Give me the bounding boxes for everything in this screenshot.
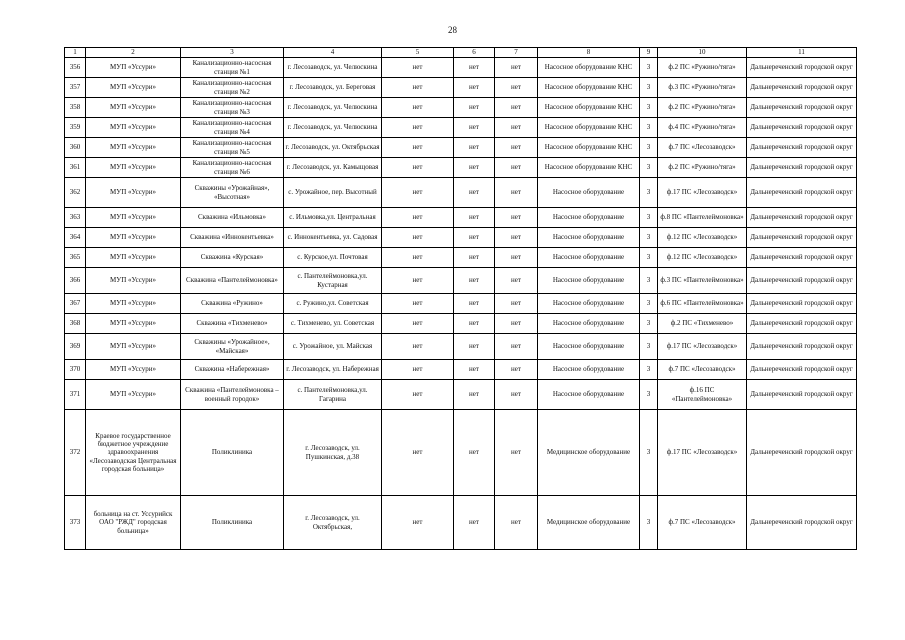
object-name-cell: Скважина «Пантелеймоновка» [181,268,284,294]
organization-cell: МУП «Уссури» [86,78,181,98]
col-7-value-cell: нет [495,178,538,208]
row-number-cell: 368 [65,314,86,334]
table-row [65,496,857,550]
organization-cell: МУП «Уссури» [86,248,181,268]
col-7-value-cell: нет [495,58,538,78]
power-feed-cell: ф.7 ПС «Лесозаводск» [658,138,747,158]
table-row [65,268,857,294]
row-number-cell: 361 [65,158,86,178]
category-cell: 3 [640,294,658,314]
district-cell: Дальнереченский городской округ [747,314,857,334]
equipment-cell: Насосное оборудование КНС [538,78,640,98]
equipment-cell: Медицинское оборудование [538,410,640,496]
organization-cell: МУП «Уссури» [86,334,181,360]
category-cell: 3 [640,208,658,228]
table-row [65,228,857,248]
table-row [65,248,857,268]
power-feed-cell: ф.4 ПС «Ружино/тяга» [658,118,747,138]
col-5-value-cell: нет [382,248,454,268]
object-name-cell: Канализационно-насосная станция №6 [181,158,284,178]
category-cell: 3 [640,248,658,268]
power-feed-cell: ф.3 ПС «Ружино/тяга» [658,78,747,98]
equipment-cell: Насосное оборудование КНС [538,158,640,178]
col-5-value-cell: нет [382,294,454,314]
table-row [65,178,857,208]
col-header-10: 10 [658,48,747,58]
power-feed-cell: ф.7 ПС «Лесозаводск» [658,360,747,380]
col-6-value-cell: нет [454,248,495,268]
row-number-cell: 360 [65,138,86,158]
district-cell: Дальнереченский городской округ [747,138,857,158]
category-cell: 3 [640,380,658,410]
category-cell: 3 [640,138,658,158]
address-cell: с. Ружино,ул. Советская [284,294,382,314]
table-row [65,294,857,314]
row-number-cell: 359 [65,118,86,138]
col-header-2: 2 [86,48,181,58]
col-5-value-cell: нет [382,138,454,158]
district-cell: Дальнереченский городской округ [747,360,857,380]
organization-cell: МУП «Уссури» [86,268,181,294]
address-cell: г. Лесозаводск, ул. Камыщовая [284,158,382,178]
col-6-value-cell: нет [454,228,495,248]
table-row [65,78,857,98]
col-6-value-cell: нет [454,410,495,496]
object-name-cell: Скважины «Урожайная», «Высотная» [181,178,284,208]
object-name-cell: Канализационно-насосная станция №5 [181,138,284,158]
table-row [65,360,857,380]
col-5-value-cell: нет [382,78,454,98]
col-6-value-cell: нет [454,360,495,380]
address-cell: с. Пантелеймоновка,ул. Кустарная [284,268,382,294]
address-cell: г. Лесозаводск, ул. Октябрьская [284,138,382,158]
col-5-value-cell: нет [382,98,454,118]
organization-cell: МУП «Уссури» [86,314,181,334]
district-cell: Дальнереченский городской округ [747,118,857,138]
power-feed-cell: ф.17 ПС «Лесозаводск» [658,334,747,360]
col-6-value-cell: нет [454,78,495,98]
row-number-cell: 373 [65,496,86,550]
col-6-value-cell: нет [454,118,495,138]
equipment-cell: Насосное оборудование КНС [538,138,640,158]
col-6-value-cell: нет [454,380,495,410]
col-7-value-cell: нет [495,158,538,178]
table-row [65,334,857,360]
col-header-11: 11 [747,48,857,58]
equipment-cell: Насосное оборудование КНС [538,118,640,138]
table-row [65,380,857,410]
category-cell: 3 [640,118,658,138]
col-5-value-cell: нет [382,496,454,550]
organization-cell: МУП «Уссури» [86,118,181,138]
power-feed-cell: ф.2 ПС «Ружино/тяга» [658,58,747,78]
col-7-value-cell: нет [495,78,538,98]
organization-cell: МУП «Уссури» [86,208,181,228]
col-5-value-cell: нет [382,58,454,78]
power-feed-cell: ф.17 ПС «Лесозаводск» [658,178,747,208]
category-cell: 3 [640,410,658,496]
object-name-cell: Скважина «Набережная» [181,360,284,380]
address-cell: с. Урожайное, пер. Высотный [284,178,382,208]
category-cell: 3 [640,314,658,334]
category-cell: 3 [640,98,658,118]
col-5-value-cell: нет [382,208,454,228]
col-header-4: 4 [284,48,382,58]
power-feed-cell: ф.6 ПС «Пантелеймоновка» [658,294,747,314]
object-name-cell: Скважина «Ильмовка» [181,208,284,228]
table-row [65,58,857,78]
table-row [65,118,857,138]
equipment-cell: Медицинское оборудование [538,496,640,550]
row-number-cell: 356 [65,58,86,78]
equipment-cell: Насосное оборудование [538,178,640,208]
address-cell: г. Лесозаводск, ул. Челюскина [284,98,382,118]
district-cell: Дальнереченский городской округ [747,208,857,228]
equipment-cell: Насосное оборудование КНС [538,58,640,78]
object-name-cell: Скважина «Пантелеймоновка – военный городок» [181,380,284,410]
organization-cell: МУП «Уссури» [86,138,181,158]
organization-cell: МУП «Уссури» [86,58,181,78]
organization-cell: МУП «Уссури» [86,98,181,118]
power-feed-cell: ф.8 ПС «Пантелеймоновка» [658,208,747,228]
row-number-cell: 363 [65,208,86,228]
organization-cell: больница на ст. Уссурийск ОАО "РЖД" городская больница» [86,496,181,550]
col-6-value-cell: нет [454,208,495,228]
organization-cell: Краевое государственное бюджетное учреждение здравоохранения «Лесозаводская Центральная городская больница» [86,410,181,496]
object-name-cell: Скважина «Тихменево» [181,314,284,334]
col-7-value-cell: нет [495,138,538,158]
col-6-value-cell: нет [454,158,495,178]
district-cell: Дальнереченский городской округ [747,58,857,78]
object-name-cell: Канализационно-насосная станция №3 [181,98,284,118]
equipment-cell: Насосное оборудование [538,294,640,314]
district-cell: Дальнереченский городской округ [747,294,857,314]
organization-cell: МУП «Уссури» [86,294,181,314]
col-header-3: 3 [181,48,284,58]
object-name-cell: Поликлиника [181,410,284,496]
equipment-cell: Насосное оборудование [538,360,640,380]
category-cell: 3 [640,360,658,380]
col-5-value-cell: нет [382,334,454,360]
address-cell: с. Ильмовка,ул. Центральная [284,208,382,228]
header-row [65,48,857,58]
address-cell: г. Лесозаводск, ул. Береговая [284,78,382,98]
address-cell: г. Лесозаводск, ул. Пушкинская, д.38 [284,410,382,496]
col-header-5: 5 [382,48,454,58]
organization-cell: МУП «Уссури» [86,360,181,380]
equipment-cell: Насосное оборудование [538,380,640,410]
col-7-value-cell: нет [495,248,538,268]
col-header-6: 6 [454,48,495,58]
row-number-cell: 358 [65,98,86,118]
power-feed-cell: ф.2 ПС «Тихменево» [658,314,747,334]
category-cell: 3 [640,496,658,550]
col-5-value-cell: нет [382,360,454,380]
organization-cell: МУП «Уссури» [86,380,181,410]
table-row [65,98,857,118]
equipment-cell: Насосное оборудование [538,248,640,268]
category-cell: 3 [640,228,658,248]
row-number-cell: 365 [65,248,86,268]
page-number: 28 [448,25,457,35]
col-7-value-cell: нет [495,98,538,118]
power-feed-cell: ф.2 ПС «Ружино/тяга» [658,98,747,118]
address-cell: г. Лесозаводск, ул. Челюскина [284,58,382,78]
table-body [65,58,857,550]
object-name-cell: Канализационно-насосная станция №1 [181,58,284,78]
equipment-cell: Насосное оборудование [538,228,640,248]
object-name-cell: Поликлиника [181,496,284,550]
col-5-value-cell: нет [382,158,454,178]
power-feed-cell: ф.7 ПС «Лесозаводск» [658,496,747,550]
table-row [65,410,857,496]
address-cell: с. Тихменево, ул. Советская [284,314,382,334]
object-name-cell: Канализационно-насосная станция №4 [181,118,284,138]
col-7-value-cell: нет [495,314,538,334]
address-cell: г. Лесозаводск, ул. Челюскина [284,118,382,138]
organization-cell: МУП «Уссури» [86,158,181,178]
col-7-value-cell: нет [495,294,538,314]
district-cell: Дальнереченский городской округ [747,228,857,248]
equipment-cell: Насосное оборудование [538,208,640,228]
power-feed-cell: ф.3 ПС «Пантелеймоновка» [658,268,747,294]
col-7-value-cell: нет [495,380,538,410]
address-cell: с. Курское,ул. Почтовая [284,248,382,268]
col-6-value-cell: нет [454,58,495,78]
object-name-cell: Канализационно-насосная станция №2 [181,78,284,98]
row-number-cell: 369 [65,334,86,360]
power-feed-cell: ф.17 ПС «Лесозаводск» [658,410,747,496]
col-6-value-cell: нет [454,268,495,294]
equipment-cell: Насосное оборудование [538,334,640,360]
col-7-value-cell: нет [495,208,538,228]
col-7-value-cell: нет [495,228,538,248]
col-7-value-cell: нет [495,118,538,138]
col-header-8: 8 [538,48,640,58]
object-name-cell: Скважина «Иннокентьевка» [181,228,284,248]
row-number-cell: 357 [65,78,86,98]
district-cell: Дальнереченский городской округ [747,98,857,118]
row-number-cell: 371 [65,380,86,410]
row-number-cell: 370 [65,360,86,380]
table-row [65,158,857,178]
category-cell: 3 [640,178,658,208]
col-5-value-cell: нет [382,410,454,496]
col-6-value-cell: нет [454,334,495,360]
col-7-value-cell: нет [495,268,538,294]
district-cell: Дальнереченский городской округ [747,410,857,496]
organization-cell: МУП «Уссури» [86,228,181,248]
category-cell: 3 [640,58,658,78]
organization-cell: МУП «Уссури» [86,178,181,208]
category-cell: 3 [640,268,658,294]
power-feed-cell: ф.2 ПС «Ружино/тяга» [658,158,747,178]
object-name-cell: Скважина «Ружино» [181,294,284,314]
table-row [65,314,857,334]
object-name-cell: Скважины «Урожайное», «Майская» [181,334,284,360]
district-cell: Дальнереченский городской округ [747,334,857,360]
col-5-value-cell: нет [382,228,454,248]
col-6-value-cell: нет [454,496,495,550]
table-row [65,138,857,158]
district-cell: Дальнереченский городской округ [747,268,857,294]
col-6-value-cell: нет [454,98,495,118]
col-5-value-cell: нет [382,268,454,294]
data-table [64,47,857,550]
col-7-value-cell: нет [495,410,538,496]
address-cell: с. Пантелеймоновка,ул. Гагарина [284,380,382,410]
col-6-value-cell: нет [454,178,495,208]
address-cell: г. Лесозаводск, ул. Октябрьская, [284,496,382,550]
col-7-value-cell: нет [495,360,538,380]
power-feed-cell: ф.12 ПС «Лесозаводск» [658,248,747,268]
col-5-value-cell: нет [382,314,454,334]
row-number-cell: 362 [65,178,86,208]
row-number-cell: 372 [65,410,86,496]
row-number-cell: 366 [65,268,86,294]
power-feed-cell: ф.16 ПС «Пантелеймоновка» [658,380,747,410]
district-cell: Дальнереченский городской округ [747,178,857,208]
col-7-value-cell: нет [495,496,538,550]
address-cell: г. Лесозаводск, ул. Набережная [284,360,382,380]
col-6-value-cell: нет [454,138,495,158]
equipment-cell: Насосное оборудование [538,314,640,334]
col-5-value-cell: нет [382,118,454,138]
row-number-cell: 364 [65,228,86,248]
district-cell: Дальнереченский городской округ [747,496,857,550]
col-6-value-cell: нет [454,294,495,314]
col-header-9: 9 [640,48,658,58]
col-5-value-cell: нет [382,380,454,410]
category-cell: 3 [640,334,658,360]
category-cell: 3 [640,78,658,98]
category-cell: 3 [640,158,658,178]
col-7-value-cell: нет [495,334,538,360]
col-header-7: 7 [495,48,538,58]
district-cell: Дальнереченский городской округ [747,78,857,98]
equipment-cell: Насосное оборудование КНС [538,98,640,118]
col-5-value-cell: нет [382,178,454,208]
address-cell: с. Иннокентьевка, ул. Садовая [284,228,382,248]
col-6-value-cell: нет [454,314,495,334]
address-cell: с. Урожайное, ул. Майская [284,334,382,360]
col-header-1: 1 [65,48,86,58]
equipment-cell: Насосное оборудование [538,268,640,294]
district-cell: Дальнереченский городской округ [747,380,857,410]
table-row [65,208,857,228]
district-cell: Дальнереченский городской округ [747,158,857,178]
row-number-cell: 367 [65,294,86,314]
power-feed-cell: ф.12 ПС «Лесозаводск» [658,228,747,248]
object-name-cell: Скважина «Курская» [181,248,284,268]
district-cell: Дальнереченский городской округ [747,248,857,268]
